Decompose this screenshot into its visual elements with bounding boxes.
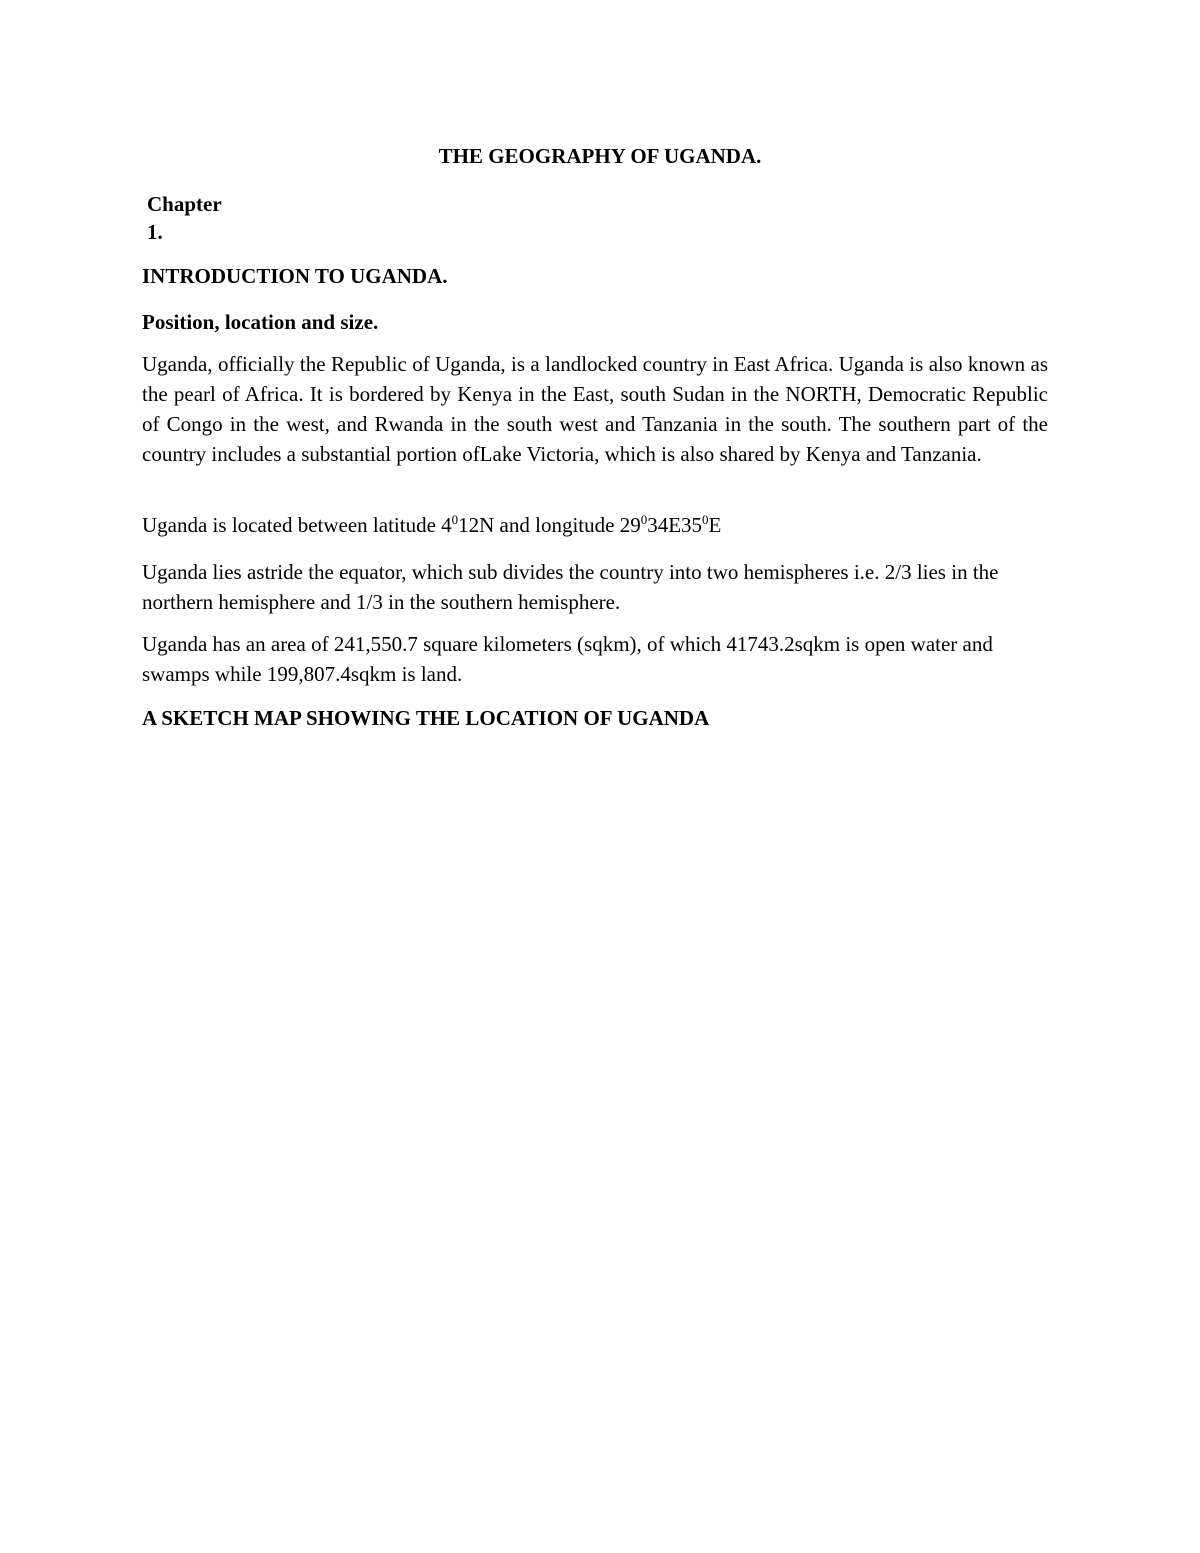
longitude-degree-sup-2: 0 [702, 512, 709, 527]
chapter-label [147, 190, 267, 246]
location-lat-rest: 12N and longitude 29 [458, 513, 641, 537]
chapter-number: 1. [147, 220, 163, 244]
longitude-degree-sup-1: 0 [640, 512, 648, 527]
paragraph-area: Uganda has an area of 241,550.7 square kilometers (sqkm), of which 41743.2sqkm is open water and swamps while 199,807.4sqkm is land. [142, 632, 993, 686]
location-lon-mid: 34E35 [647, 513, 703, 537]
location-lon-end: E [708, 513, 722, 537]
document-title: THE GEOGRAPHY OF UGANDA. [438, 144, 762, 168]
sketch-map-heading: A SKETCH MAP SHOWING THE LOCATION OF UGANDA [142, 706, 710, 730]
paragraph-location [142, 510, 1048, 540]
section-heading: Position, location and size. [142, 310, 379, 334]
paragraph-overview: Uganda, officially the Republic of Uganda, is a landlocked country in East Africa. Uganda is also known as the pearl of Africa. It is bordered by Kenya in the East, south Sudan in the NORTH, Democratic Republic of Congo in the west, and Rwanda in the south west and Tanzania in the south. The southern part of the country includes a substantial portion ofLake Victoria, which is also shared by Kenya and Tanzania. [142, 352, 1048, 466]
intro-heading: INTRODUCTION TO UGANDA. [142, 264, 448, 288]
chapter-word: Chapter [147, 192, 222, 216]
paragraph-equator: Uganda lies astride the equator, which sub divides the country into two hemispheres i.e. 2/3 lies in the northern hemisphere and 1/3 in the southern hemisphere. [142, 560, 999, 614]
location-prefix: Uganda is located between latitude 4 [142, 513, 452, 537]
latitude-degree-sup: 0 [451, 512, 459, 527]
